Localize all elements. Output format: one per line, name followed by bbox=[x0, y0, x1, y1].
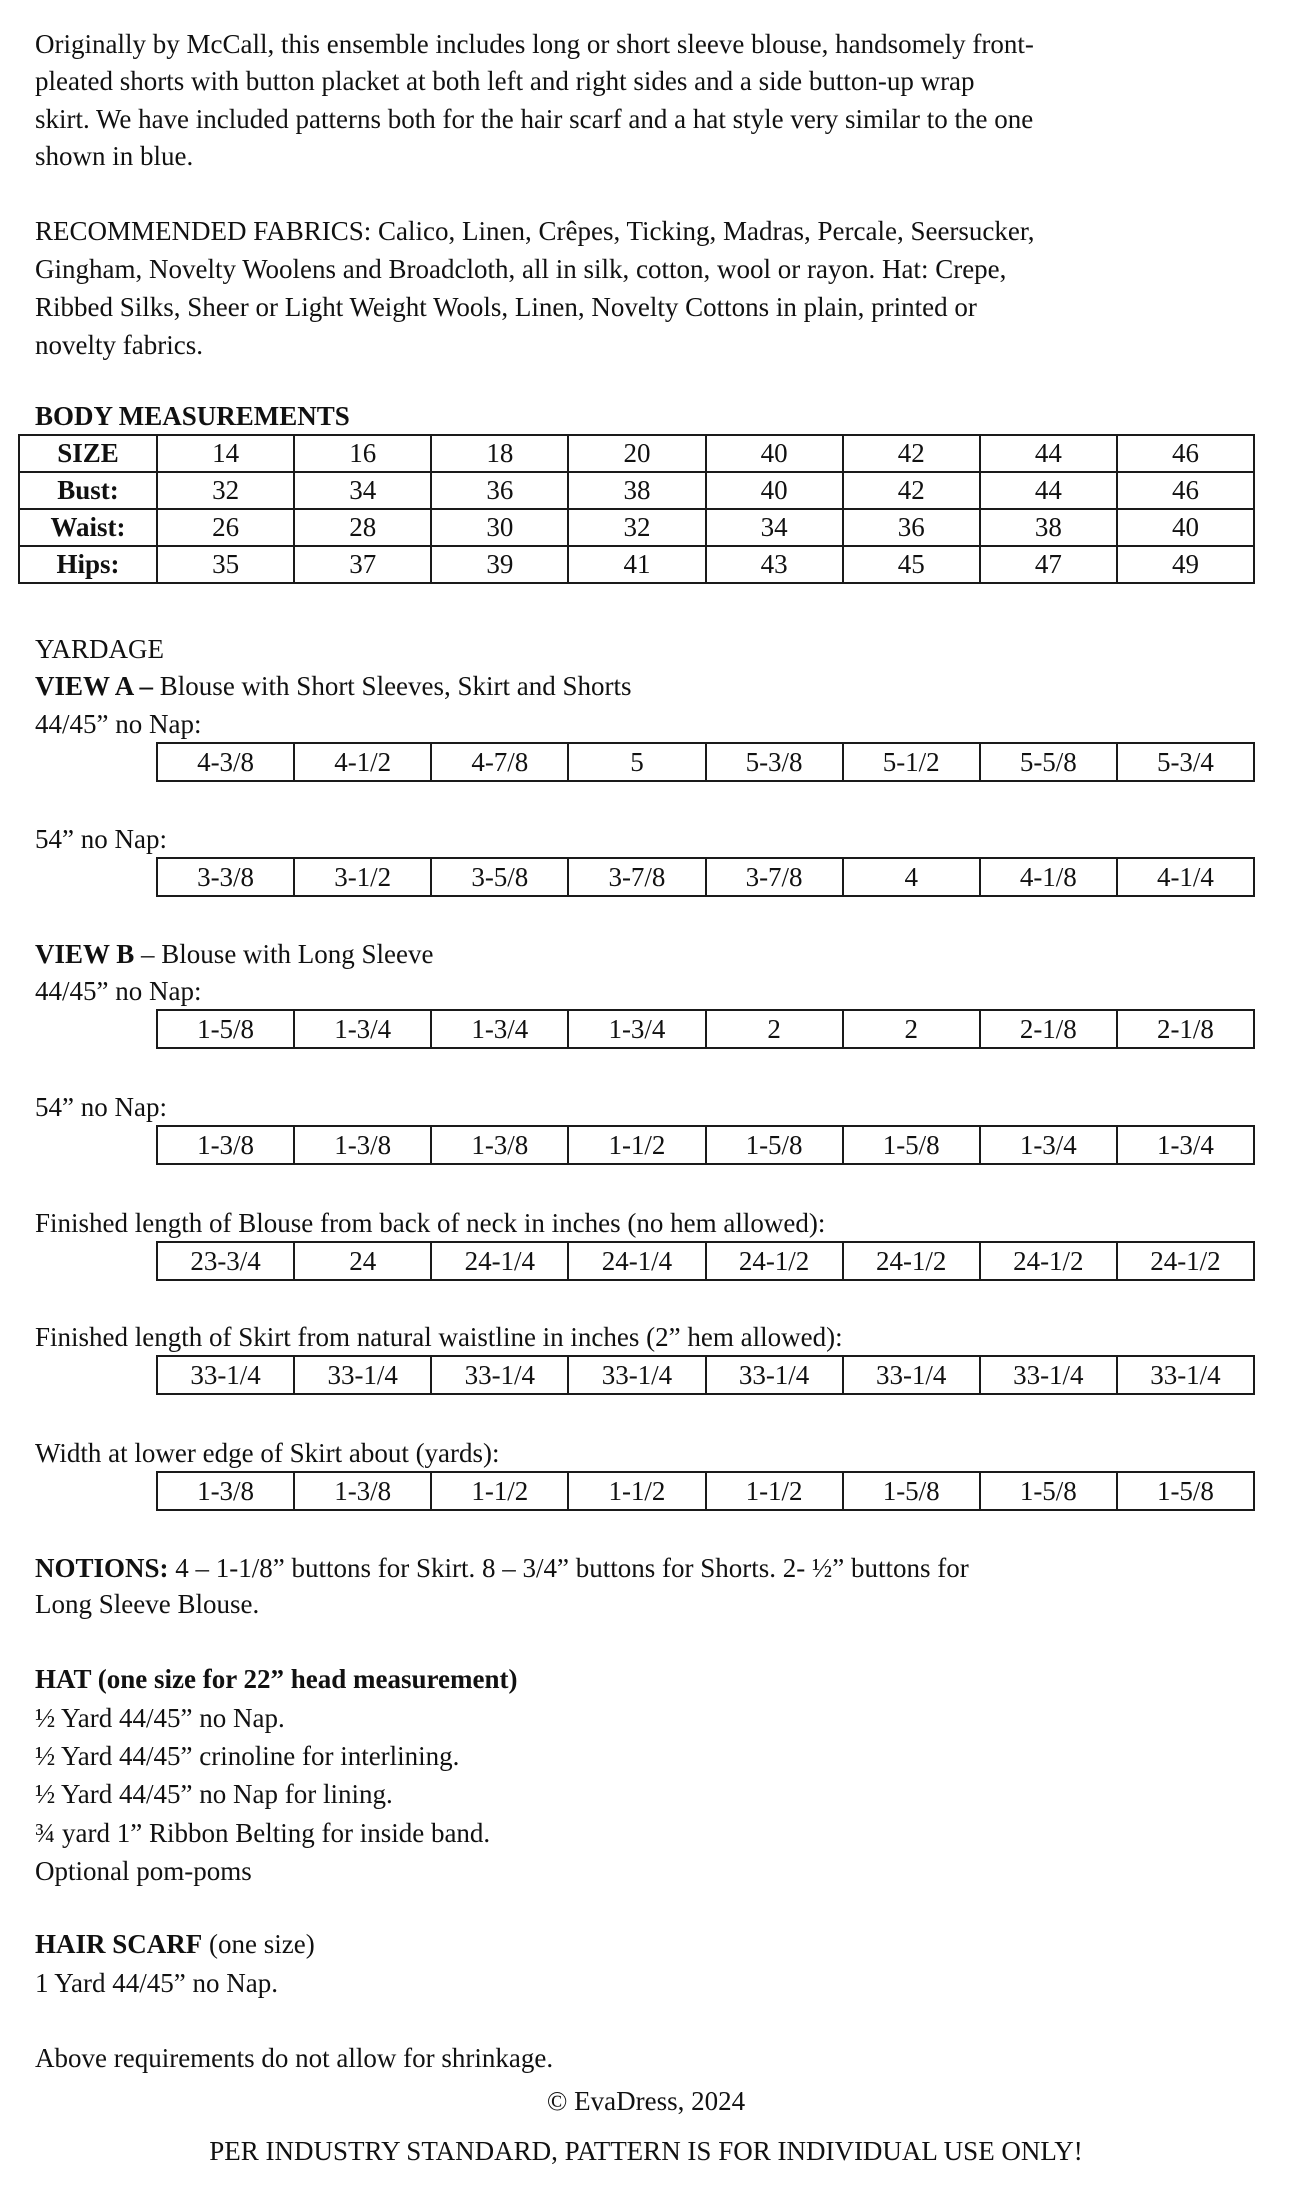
view-a-description: Blouse with Short Sleeves, Skirt and Shorts bbox=[153, 671, 632, 701]
hat-item: ½ Yard 44/45” no Nap. bbox=[35, 1703, 285, 1733]
yardage-cell: 1-3/8 bbox=[431, 1126, 568, 1164]
measurement-cell: 46 bbox=[1117, 472, 1254, 509]
yardage-cell: 33-1/4 bbox=[568, 1356, 705, 1394]
hat-title: HAT (one size for 22” head measurement) bbox=[35, 1664, 518, 1694]
yardage-row bbox=[157, 1356, 1254, 1394]
yardage-cell: 1-1/2 bbox=[568, 1472, 705, 1510]
hair-scarf-item: 1 Yard 44/45” no Nap. bbox=[35, 1968, 278, 1998]
body-measurements-row bbox=[19, 472, 1254, 509]
yardage-cell: 4-7/8 bbox=[431, 743, 568, 781]
intro-line: shown in blue. bbox=[35, 141, 194, 171]
intro-line: skirt. We have included patterns both for the hair scarf and a hat style very similar to the one bbox=[35, 104, 1034, 134]
yardage-cell: 3-7/8 bbox=[706, 858, 843, 896]
measurement-cell: 34 bbox=[706, 509, 843, 546]
yardage-cell: 1-3/8 bbox=[294, 1126, 431, 1164]
body-measurements-row bbox=[19, 546, 1254, 583]
measurement-cell: 45 bbox=[843, 546, 980, 583]
view-b-label: VIEW B bbox=[35, 939, 135, 969]
yardage-row bbox=[157, 1472, 1254, 1510]
measurement-cell: 36 bbox=[843, 509, 980, 546]
body-measurements-row bbox=[19, 509, 1254, 546]
measurement-cell: 36 bbox=[431, 472, 568, 509]
measurement-cell: 38 bbox=[568, 472, 705, 509]
fabrics-line: novelty fabrics. bbox=[35, 330, 203, 360]
yardage-cell: 3-3/8 bbox=[157, 858, 294, 896]
measurement-cell: 40 bbox=[706, 472, 843, 509]
view-a-label: VIEW A – bbox=[35, 671, 154, 701]
view-a-44-label: 44/45” no Nap: bbox=[35, 709, 202, 739]
measurement-cell: 41 bbox=[568, 546, 705, 583]
measurement-cell: 40 bbox=[1117, 509, 1254, 546]
measurement-cell: 43 bbox=[706, 546, 843, 583]
skirt-length-table bbox=[156, 1355, 1255, 1395]
measurement-cell: 47 bbox=[980, 546, 1117, 583]
yardage-cell: 1-5/8 bbox=[706, 1126, 843, 1164]
yardage-cell: 4-1/2 bbox=[294, 743, 431, 781]
yardage-cell: 3-7/8 bbox=[568, 858, 705, 896]
row-label: Bust: bbox=[19, 472, 157, 509]
measurement-cell: 44 bbox=[980, 435, 1117, 472]
view-a-44-table bbox=[156, 742, 1255, 782]
view-a-54-table bbox=[156, 857, 1255, 897]
yardage-row bbox=[157, 1242, 1254, 1280]
yardage-cell: 33-1/4 bbox=[157, 1356, 294, 1394]
yardage-cell: 1-5/8 bbox=[157, 1010, 294, 1048]
body-measurements-table bbox=[18, 434, 1255, 584]
view-b-description: – Blouse with Long Sleeve bbox=[134, 939, 434, 969]
yardage-cell: 1-5/8 bbox=[843, 1472, 980, 1510]
measurement-cell: 40 bbox=[706, 435, 843, 472]
yardage-cell: 33-1/4 bbox=[294, 1356, 431, 1394]
intro-line: pleated shorts with button placket at both left and right sides and a side button-up wrap bbox=[35, 66, 975, 96]
row-label: Waist: bbox=[19, 509, 157, 546]
yardage-cell: 1-3/8 bbox=[157, 1472, 294, 1510]
blouse-length-table bbox=[156, 1241, 1255, 1281]
yardage-cell: 2-1/8 bbox=[1117, 1010, 1254, 1048]
yardage-cell: 33-1/4 bbox=[1117, 1356, 1254, 1394]
hat-item: ½ Yard 44/45” no Nap for lining. bbox=[35, 1779, 393, 1809]
yardage-cell: 33-1/4 bbox=[843, 1356, 980, 1394]
yardage-title: YARDAGE bbox=[35, 634, 165, 664]
body-measurements-title: BODY MEASUREMENTS bbox=[35, 401, 350, 431]
yardage-cell: 1-3/4 bbox=[431, 1010, 568, 1048]
yardage-cell: 24-1/2 bbox=[843, 1242, 980, 1280]
yardage-cell: 1-3/4 bbox=[1117, 1126, 1254, 1164]
view-b-heading bbox=[35, 936, 434, 972]
yardage-cell: 5-5/8 bbox=[980, 743, 1117, 781]
measurement-cell: 18 bbox=[431, 435, 568, 472]
measurement-cell: 44 bbox=[980, 472, 1117, 509]
yardage-cell: 1-3/4 bbox=[568, 1010, 705, 1048]
view-b-44-table bbox=[156, 1009, 1255, 1049]
yardage-cell: 24-1/2 bbox=[1117, 1242, 1254, 1280]
measurement-cell: 16 bbox=[294, 435, 431, 472]
yardage-cell: 1-3/4 bbox=[980, 1126, 1117, 1164]
measurement-cell: 37 bbox=[294, 546, 431, 583]
yardage-cell: 1-5/8 bbox=[1117, 1472, 1254, 1510]
measurement-cell: 42 bbox=[843, 472, 980, 509]
yardage-row bbox=[157, 1126, 1254, 1164]
yardage-cell: 1-5/8 bbox=[980, 1472, 1117, 1510]
yardage-row bbox=[157, 743, 1254, 781]
blouse-length-label: Finished length of Blouse from back of neck in inches (no hem allowed): bbox=[35, 1208, 826, 1238]
yardage-cell: 5-3/8 bbox=[706, 743, 843, 781]
yardage-cell: 24-1/4 bbox=[568, 1242, 705, 1280]
measurement-cell: 39 bbox=[431, 546, 568, 583]
measurement-cell: 20 bbox=[568, 435, 705, 472]
measurement-cell: 34 bbox=[294, 472, 431, 509]
yardage-cell: 2-1/8 bbox=[980, 1010, 1117, 1048]
yardage-cell: 5-1/2 bbox=[843, 743, 980, 781]
body-measurements-row bbox=[19, 435, 1254, 472]
hat-item: ¾ yard 1” Ribbon Belting for inside band. bbox=[35, 1818, 491, 1848]
hair-scarf-title bbox=[35, 1926, 315, 1962]
measurement-cell: 46 bbox=[1117, 435, 1254, 472]
row-label: SIZE bbox=[19, 435, 157, 472]
view-a-54-label: 54” no Nap: bbox=[35, 824, 167, 854]
yardage-cell: 3-5/8 bbox=[431, 858, 568, 896]
hat-item: Optional pom-poms bbox=[35, 1856, 252, 1886]
hair-scarf-size: (one size) bbox=[202, 1929, 315, 1959]
yardage-cell: 1-3/8 bbox=[294, 1472, 431, 1510]
yardage-cell: 1-1/2 bbox=[568, 1126, 705, 1164]
yardage-cell: 4-3/8 bbox=[157, 743, 294, 781]
measurement-cell: 30 bbox=[431, 509, 568, 546]
yardage-cell: 24-1/4 bbox=[431, 1242, 568, 1280]
yardage-cell: 24-1/2 bbox=[706, 1242, 843, 1280]
notions-line-2: Long Sleeve Blouse. bbox=[35, 1589, 260, 1619]
measurement-cell: 38 bbox=[980, 509, 1117, 546]
yardage-row bbox=[157, 1010, 1254, 1048]
fabrics-line: Ribbed Silks, Sheer or Light Weight Wools, Linen, Novelty Cottons in plain, printed or bbox=[35, 292, 977, 322]
notions-line bbox=[35, 1550, 969, 1586]
yardage-cell: 1-1/2 bbox=[431, 1472, 568, 1510]
yardage-cell: 5-3/4 bbox=[1117, 743, 1254, 781]
measurement-cell: 32 bbox=[157, 472, 294, 509]
yardage-row bbox=[157, 858, 1254, 896]
shrinkage-note: Above requirements do not allow for shrinkage. bbox=[35, 2043, 554, 2073]
yardage-cell: 24-1/2 bbox=[980, 1242, 1117, 1280]
yardage-cell: 1-1/2 bbox=[706, 1472, 843, 1510]
intro-line: Originally by McCall, this ensemble includes long or short sleeve blouse, handsomely front- bbox=[35, 29, 1034, 59]
yardage-cell: 4-1/4 bbox=[1117, 858, 1254, 896]
yardage-cell: 23-3/4 bbox=[157, 1242, 294, 1280]
view-b-44-label: 44/45” no Nap: bbox=[35, 976, 202, 1006]
fabrics-line: Gingham, Novelty Woolens and Broadcloth, all in silk, cotton, wool or rayon. Hat: Crepe, bbox=[35, 254, 1007, 284]
skirt-width-table bbox=[156, 1471, 1255, 1511]
measurement-cell: 26 bbox=[157, 509, 294, 546]
copyright: © EvaDress, 2024 bbox=[546, 2086, 746, 2116]
yardage-cell: 1-5/8 bbox=[843, 1126, 980, 1164]
yardage-cell: 24 bbox=[294, 1242, 431, 1280]
skirt-width-label: Width at lower edge of Skirt about (yards): bbox=[35, 1438, 500, 1468]
notions-label: NOTIONS: bbox=[35, 1553, 169, 1583]
yardage-cell: 1-3/4 bbox=[294, 1010, 431, 1048]
measurement-cell: 14 bbox=[157, 435, 294, 472]
yardage-cell: 1-3/8 bbox=[157, 1126, 294, 1164]
notions-text: 4 – 1-1/8” buttons for Skirt. 8 – 3/4” buttons for Shorts. 2- ½” buttons for bbox=[168, 1553, 969, 1583]
yardage-cell: 4 bbox=[843, 858, 980, 896]
row-label: Hips: bbox=[19, 546, 157, 583]
yardage-cell: 2 bbox=[706, 1010, 843, 1048]
yardage-cell: 5 bbox=[568, 743, 705, 781]
yardage-cell: 33-1/4 bbox=[980, 1356, 1117, 1394]
hat-item: ½ Yard 44/45” crinoline for interlining. bbox=[35, 1741, 460, 1771]
hair-scarf-label: HAIR SCARF bbox=[35, 1929, 203, 1959]
measurement-cell: 49 bbox=[1117, 546, 1254, 583]
yardage-cell: 33-1/4 bbox=[706, 1356, 843, 1394]
yardage-cell: 2 bbox=[843, 1010, 980, 1048]
view-b-54-label: 54” no Nap: bbox=[35, 1092, 167, 1122]
skirt-length-label: Finished length of Skirt from natural waistline in inches (2” hem allowed): bbox=[35, 1322, 843, 1352]
measurement-cell: 32 bbox=[568, 509, 705, 546]
yardage-cell: 4-1/8 bbox=[980, 858, 1117, 896]
measurement-cell: 35 bbox=[157, 546, 294, 583]
fabrics-line: RECOMMENDED FABRICS: Calico, Linen, Crêpes, Ticking, Madras, Percale, Seersucker, bbox=[35, 216, 1035, 246]
measurement-cell: 42 bbox=[843, 435, 980, 472]
yardage-cell: 33-1/4 bbox=[431, 1356, 568, 1394]
usage-notice: PER INDUSTRY STANDARD, PATTERN IS FOR INDIVIDUAL USE ONLY! bbox=[209, 2136, 1083, 2166]
view-a-heading bbox=[35, 668, 632, 704]
measurement-cell: 28 bbox=[294, 509, 431, 546]
view-b-54-table bbox=[156, 1125, 1255, 1165]
yardage-cell: 3-1/2 bbox=[294, 858, 431, 896]
